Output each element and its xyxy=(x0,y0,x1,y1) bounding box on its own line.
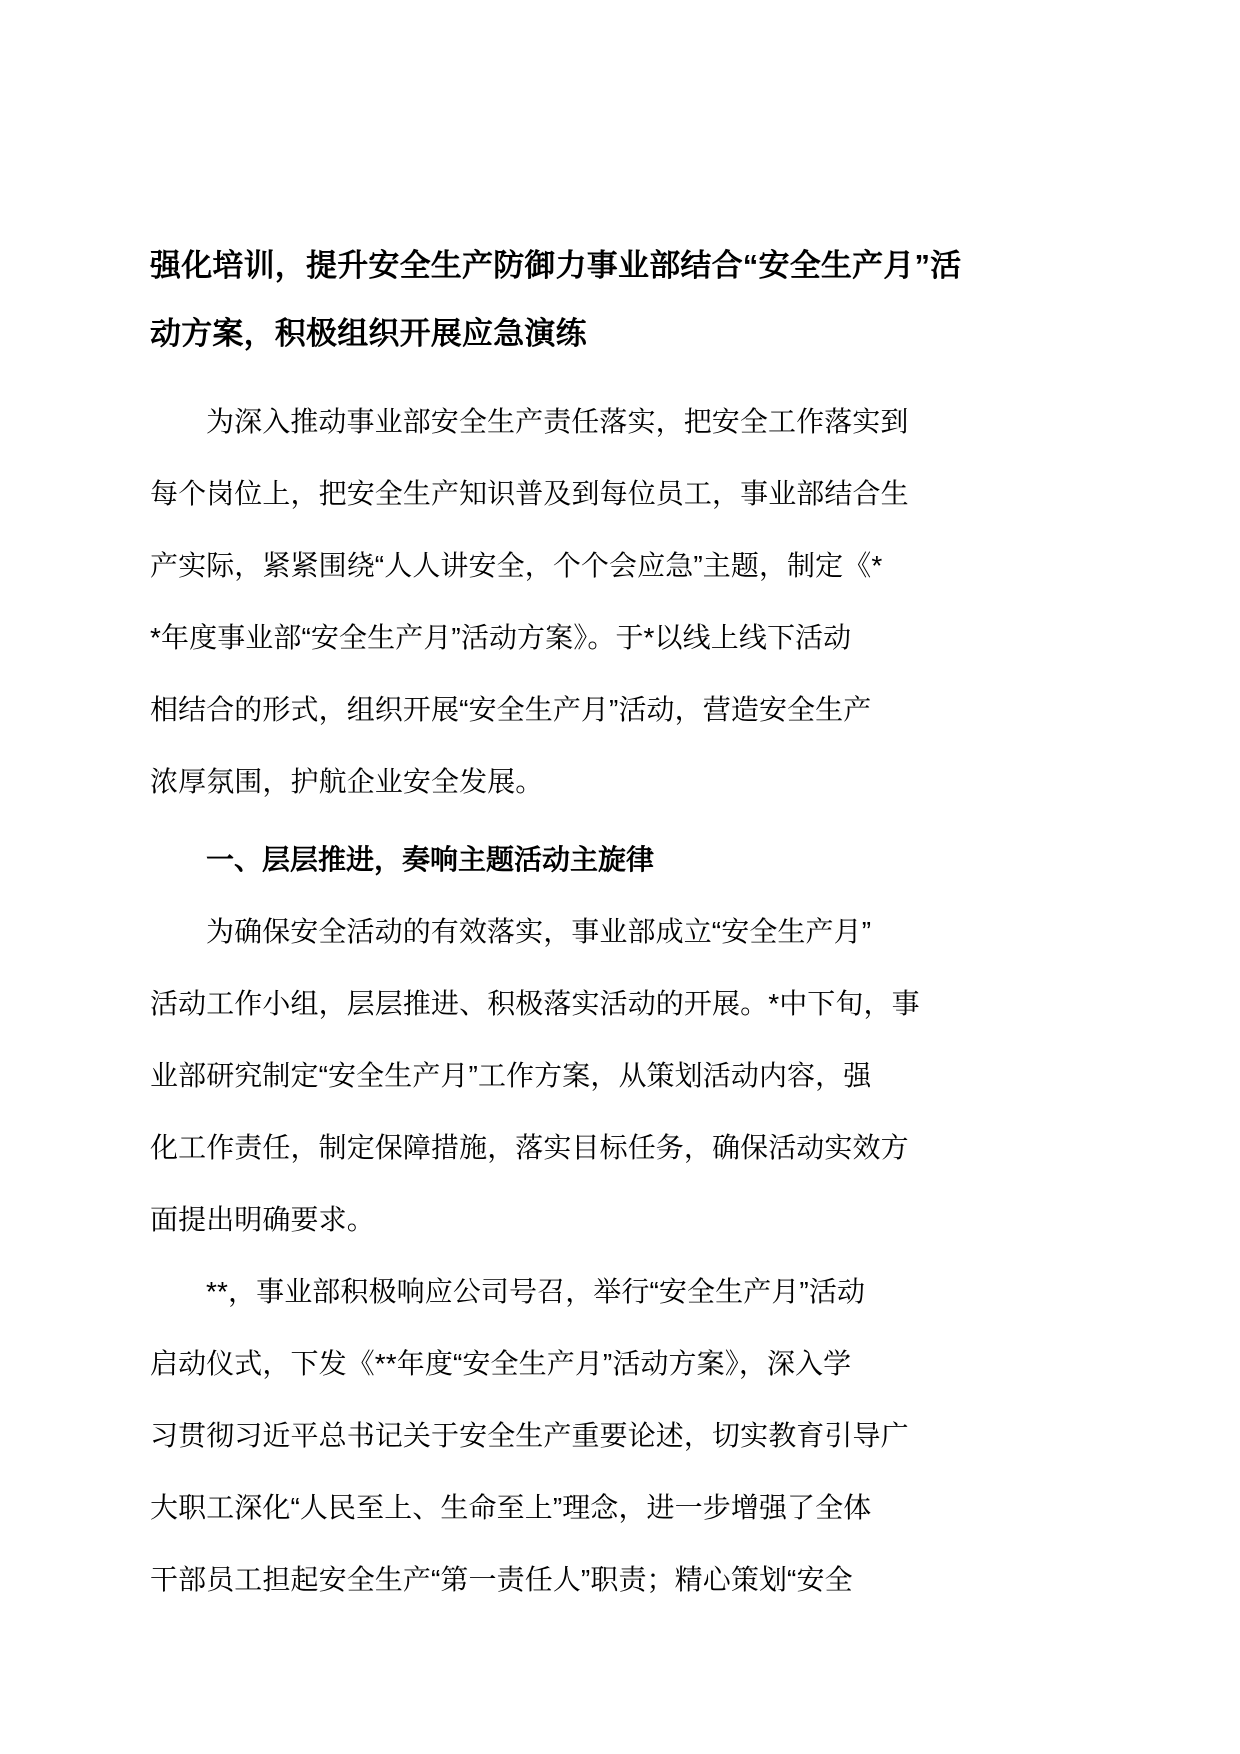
paragraph-intro xyxy=(150,386,1000,818)
paragraph-line: 活动工作小组，层层推进、积极落实活动的开展。*中下旬，事 xyxy=(150,988,920,1019)
paragraph-line: 浓厚氛围，护航企业安全发展。 xyxy=(150,766,544,797)
document-content xyxy=(150,232,1000,1616)
paragraph-line: 业部研究制定“安全生产月”工作方案，从策划活动内容，强 xyxy=(150,1060,872,1091)
section-heading-1: 一、层层推进，奏响主题活动主旋律 xyxy=(206,844,655,875)
paragraph-line: 相结合的形式，组织开展“安全生产月”活动，营造安全生产 xyxy=(150,694,872,725)
paragraph-section1-b xyxy=(150,1256,1000,1616)
paragraph-line: *年度事业部“安全生产月”活动方案》。于*以线上线下活动 xyxy=(150,622,852,653)
page-title-line-1: 强化培训，提升安全生产防御力事业部结合“安全生产月”活 xyxy=(150,248,962,283)
paragraph-section1-a xyxy=(150,896,1000,1256)
page-title-line-2: 动方案，积极组织开展应急演练 xyxy=(150,316,587,351)
page-title xyxy=(150,232,1000,368)
paragraph-line: 每个岗位上，把安全生产知识普及到每位员工，事业部结合生 xyxy=(150,478,909,509)
paragraph-line: 干部员工担起安全生产“第一责任人”职责；精心策划“安全 xyxy=(150,1564,853,1595)
paragraph-line: 习贯彻习近平总书记关于安全生产重要论述，切实教育引导广 xyxy=(150,1420,909,1451)
paragraph-line: 面提出明确要求。 xyxy=(150,1204,375,1235)
paragraph-line: 化工作责任，制定保障措施，落实目标任务，确保活动实效方 xyxy=(150,1132,909,1163)
paragraph-line: 为深入推动事业部安全生产责任落实，把安全工作落实到 xyxy=(206,406,909,437)
paragraph-line: 为确保安全活动的有效落实，事业部成立“安全生产月” xyxy=(206,916,872,947)
paragraph-line: **，事业部积极响应公司号召，举行“安全生产月”活动 xyxy=(206,1276,866,1307)
paragraph-line: 产实际，紧紧围绕“人人讲安全，个个会应急”主题，制定《* xyxy=(150,550,883,581)
paragraph-line: 大职工深化“人民至上、生命至上”理念，进一步增强了全体 xyxy=(150,1492,872,1523)
paragraph-line: 启动仪式，下发《**年度“安全生产月”活动方案》，深入学 xyxy=(150,1348,852,1379)
